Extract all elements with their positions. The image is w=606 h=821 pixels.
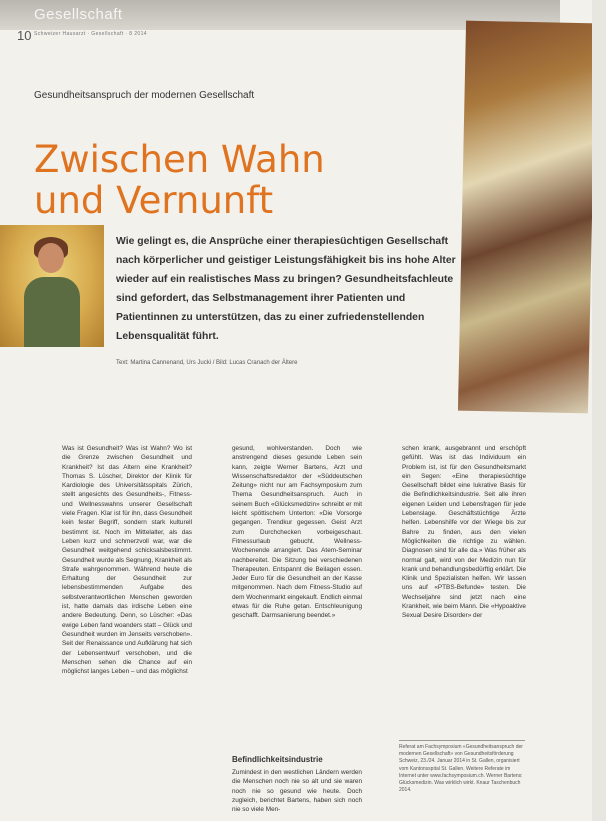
article-credit: Text: Martina Cannenand, Urs Jucki / Bild: Lucas Cranach der Ältere — [116, 360, 298, 366]
page-number: 10 — [17, 28, 32, 43]
section-name: Gesellschaft — [34, 6, 123, 23]
author-photo — [0, 225, 104, 347]
title-line-2: und Vernunft — [34, 178, 274, 222]
body-column-3: schen krank, ausgebrannt und erschöpft gefühlt. Was ist das Individuum ein Problem ist, ist für den Gesundheitsmarkt ein Segen: «Eine therapiesüchtige Gesellschaft bildet eine lukrative Basis für die Befindlichkeitsindustrie. Seit alle ihren eigenen Leiden und Lebensfragen für jede Lebenslage. Geschäftstüchtige Ärzte helfen. Lebenshilfe vor der Wiege bis zur Bahre zu finden, aus den vielen Möglichkeiten die richtige zu wählen. Diagnosen sind für alle da.» Was früher als normal galt, wird von der Medizin nun für krank und behandlungsbedürftig erklärt. Die Klinik und Spezialisten helfen. Wir lassen uns auf «PTBS-Befunde» testen. Die Wechseljahre sind jetzt nach eine Krankheit, wie beim Mann. Die «Hypoaktive Sexual Desire Disorder» der — [402, 445, 526, 620]
article-lead: Wie gelingt es, die Ansprüche einer therapiesüchtigen Gesellschaft nach körperlicher und geistiger Leistungsfähigkeit bis ins hohe Alter wieder auf ein realistisches Mass zu bringen? Gesundheitsfachleute sind gefordert, das Selbstmanagement ihrer Patienten und Patientinnen zu unterstützen, das zu einer zufriedenstellenden Lebensqualität führt. — [116, 236, 456, 342]
photo-face — [38, 243, 64, 273]
body-column-2: gesund, wohlverstanden. Doch wie anstrengend dieses gesunde Leben sein kann, zeigte Werner Bartens, Arzt und Wissenschaftsredaktor der «Süddeutschen Zeitung» nicht nur am Fachsymposium zum Thema Gesundheitsanspruch. Auch in seinem Buch «Glücksmedizin» schreibt er mit leicht spöttischem Unterton: «Die Vorsorge gegangen. Trendkur gegessen. Geist Arzt zum Durchchecken vorbeigeschaut. Fitnessurlaub gebucht. Wellness-Wochenende arrangiert. Das Atem-Seminar nachbereitet. Die Sitzung bei verschiedenen Therapeuten. Entspannt die Beilagen essen. Jeder Euro für die Gesundheit an der Kasse mitgenommen. Nach dem Fitness-Studio auf dem Wochenmarkt eingekauft. Endlich einmal etwas für die Ruhe getan. Entschleunigung geschafft. Darmsanierung beendet.» — [232, 445, 362, 620]
info-box: Referat am Fachsymposium «Gesundheitsanspruch der modernen Gesellschaft» von Gesundheitsförderung Schweiz, 23./24. Januar 2014 in St. Gallen, organisiert vom Kantonsspital St. Gallen. Weitere Referate im Internet unter www.fachsymposium.ch. Werner Bartens: Glücksmedizin. Was wirklich wirkt. Knaur Taschenbuch 2014. — [399, 740, 525, 794]
page-gutter — [592, 0, 606, 821]
body-subheading: Befindlichkeitsindustrie — [232, 755, 323, 764]
painting-illustration — [458, 21, 596, 414]
photo-torso — [24, 277, 80, 347]
title-line-1: Zwischen Wahn — [34, 137, 325, 181]
running-head: Schweizer Hausarzt · Gesellschaft · 8 2014 — [34, 31, 147, 37]
article-kicker: Gesundheitsanspruch der modernen Gesellschaft — [34, 90, 255, 101]
body-column-1: Was ist Gesundheit? Was ist Wahn? Wo ist die Grenze zwischen Gesundheit und Krankheit? Ist das Altern eine Krankheit? Thomas S. Lüscher, Direktor der Klinik für Kardiologie des Universitätsspitals Zürich, stellt angesichts des Gesundheits-, Fitness- und Wellnesswahns unserer Gesellschaft viele Fragen. Klar ist für ihn, dass Gesundheit kein fester Begriff, sondern stark kulturell bestimmt ist. Noch im Mittelalter, als das Leben kurz und schmerzvoll war, war die Gesundheit weitgehend schicksalsbestimmt. Gesundheit wurde als Segnung, Krankheit als Strafe wahrgenommen. Während heute die Erhaltung der Gesundheit zur lebensbestimmenden Aufgabe des selbstverantwortlichen Menschen geworden ist, hatte damals das irdische Leben eine andere Bedeutung. Denn, so Lüscher: «Das ewige Leben fand woanders statt – Glück und Gesundheit wurden im Jenseits verschoben». Seit der Renaissance und Aufklärung hat sich der Lebensentwurf verschoben, und die Menschen sehen die Chance auf ein möglichst langes Leben – und das möglichst — [62, 445, 192, 676]
article-title — [34, 139, 374, 221]
body-column-2-continued: Zumindest in den westlichen Ländern werden die Menschen noch nie so alt und sie waren noch nie so gesund wie heute. Doch zugleich, berichtet Bartens, haben sich noch nie so viele Men- — [232, 769, 362, 814]
